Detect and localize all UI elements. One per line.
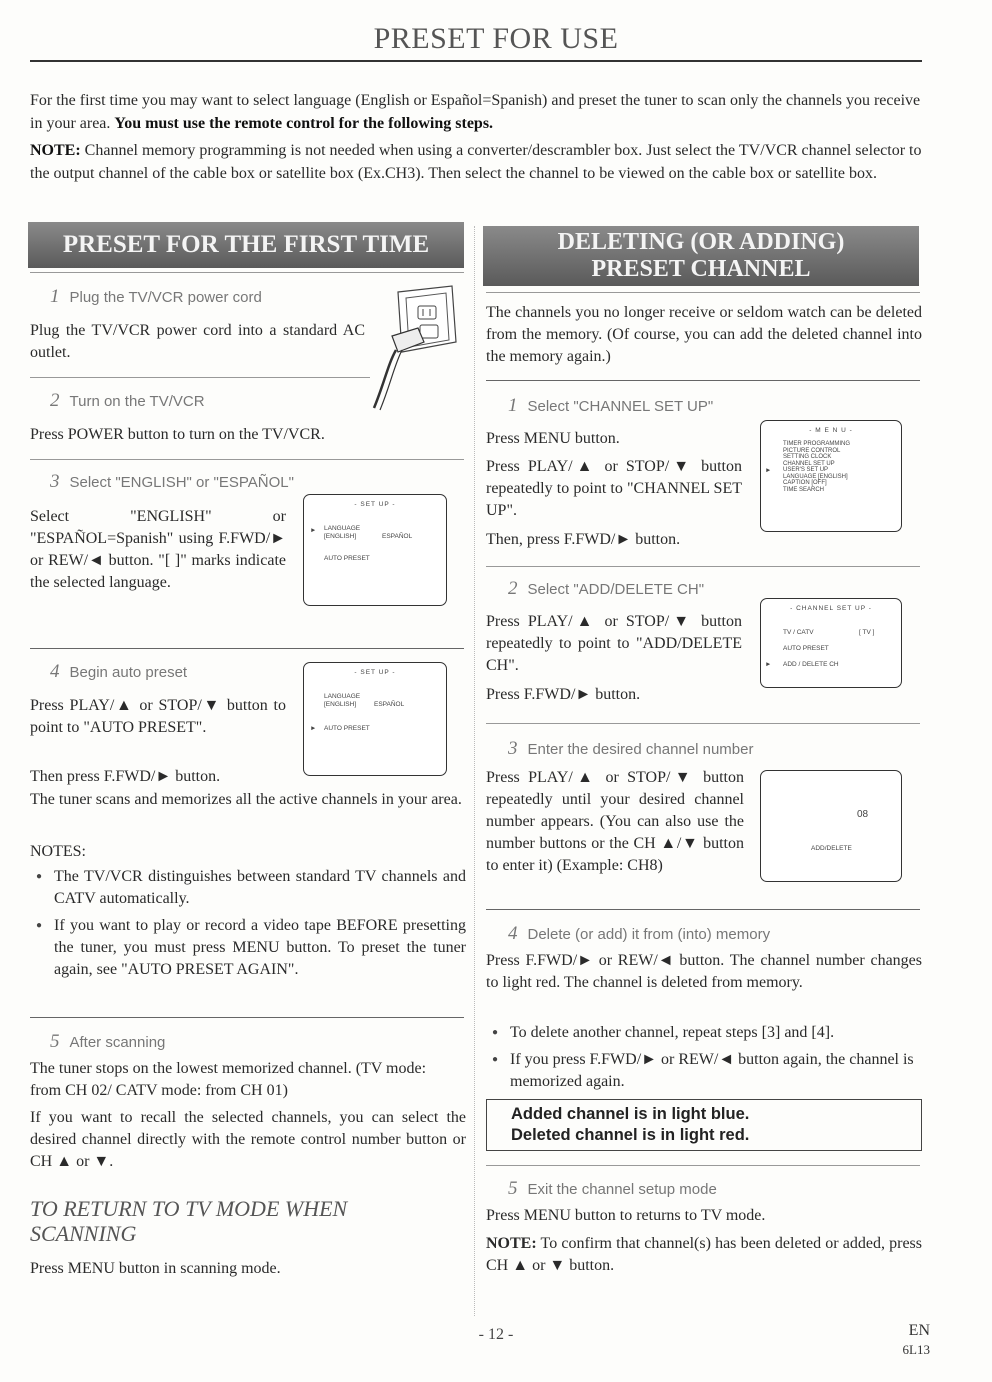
left-step-2-title: 2 Turn on the TV/VCR — [50, 390, 205, 411]
setup-auto-preset-screen: - SET UP - LANGUAGE [ENGLISH] ESPAÑOL ► AUTO PRESET — [303, 662, 447, 776]
notes-list — [30, 866, 466, 986]
notes-label: NOTES: — [30, 843, 86, 860]
divider — [30, 377, 370, 378]
pointer-icon: ► — [310, 725, 317, 732]
intro-note-text: Channel memory programming is not needed when using a converter/descrambler box. Just select the TV/VCR channel selector to the output channel of the cable box or satellite box (Ex.CH3). Then select the channel to be viewed on the cable box or satellite box. — [30, 142, 922, 182]
left-step-3-title: 3 Select "ENGLISH" or "ESPAÑOL" — [50, 471, 294, 492]
divider — [486, 566, 920, 567]
right-step-2-text2: Press F.FWD/► button. — [486, 686, 641, 703]
intro-note — [30, 139, 922, 185]
channel-color-note-box — [486, 1099, 922, 1151]
right-step-1-text: Press MENU button. — [486, 430, 620, 447]
intro-bold-text: You must use the remote control for the following steps. — [114, 115, 494, 132]
right-step-2-title: 2 Select "ADD/DELETE CH" — [508, 578, 705, 599]
right-step-5-text: Press MENU button to returns to TV mode. — [486, 1207, 766, 1224]
page-title: PRESET FOR USE — [373, 22, 619, 55]
right-step-1-text2: Press PLAY/▲ or STOP/▼ button repeatedly to point to "CHANNEL SET UP". — [486, 458, 742, 519]
right-step-4-title: 4 Delete (or add) it from (into) memory — [508, 923, 771, 944]
intro-note-label: NOTE: — [30, 142, 81, 159]
divider — [30, 1017, 464, 1018]
divider — [30, 459, 464, 460]
left-step-3-text: Select "ENGLISH" or "ESPAÑOL=Spanish" using F.FWD/► or REW/◄ button. "[ ]" marks indicate the selected language. — [30, 508, 286, 591]
divider — [486, 292, 920, 293]
divider — [486, 1165, 920, 1166]
right-step-3-title: 3 Enter the desired channel number — [508, 738, 754, 759]
language-code: EN — [908, 1322, 930, 1339]
right-intro: The channels you no longer receive or seldom watch can be deleted from the memory. (Of course, you can add the deleted channel into the memory again.) — [486, 304, 922, 365]
left-step-4-text2: Then press F.FWD/► button. — [30, 768, 221, 785]
return-to-tv-heading: TO RETURN TO TV MODE WHEN SCANNING — [30, 1196, 348, 1246]
left-step-4-text3: The tuner scans and memorizes all the active channels in your area. — [30, 791, 462, 808]
left-step-5-text: The tuner stops on the lowest memorized channel. (TV mode: from CH 02/ CATV mode: from CH 01) — [30, 1060, 427, 1099]
right-step-2-text: Press PLAY/▲ or STOP/▼ button repeatedly to point to "ADD/DELETE CH". — [486, 613, 742, 674]
left-step-4-text: Press PLAY/▲ or STOP/▼ button to point to "AUTO PRESET". — [30, 697, 286, 736]
left-step-5-text2: If you want to recall the selected channels, you can select the desired channel directly with the remote control number button or CH ▲ or ▼. — [30, 1109, 466, 1170]
left-step-2-text: Press POWER button to turn on the TV/VCR. — [30, 426, 325, 443]
menu-screen: - M E N U - ► TIMER PROGRAMMING PICTURE CONTROL SETTING CLOCK CHANNEL SET UP USER'S SET UP LANGUAGE [ENGLISH] CAPTION [OFF] TIME SEARCH — [760, 420, 902, 532]
return-to-tv-text: Press MENU button in scanning mode. — [30, 1260, 281, 1277]
bullet-item: ● If you press F.FWD/► or REW/◄ button again, the channel is memorized again. — [486, 1049, 922, 1093]
model-code: 6L13 — [902, 1342, 930, 1357]
right-note-label: NOTE: — [486, 1235, 537, 1252]
intro-paragraph — [30, 89, 922, 135]
column-divider — [474, 226, 475, 1316]
power-outlet-icon — [368, 284, 464, 412]
left-step-1-title: 1 Plug the TV/VCR power cord — [50, 286, 262, 307]
bullet-item: ● To delete another channel, repeat steps [3] and [4]. — [486, 1022, 922, 1044]
right-note-text: To confirm that channel(s) has been deleted or added, press CH ▲ or ▼ button. — [486, 1235, 922, 1274]
channel-setup-screen: - CHANNEL SET UP - TV / CATV [ TV ] AUTO PRESET ► ADD / DELETE CH — [760, 598, 902, 688]
divider — [486, 723, 920, 724]
left-step-4-title: 4 Begin auto preset — [50, 661, 188, 682]
divider — [30, 648, 464, 649]
right-bullets — [486, 1022, 922, 1098]
page-number: - 12 - — [478, 1326, 514, 1343]
intro-text: For the first time you may want to select language (English or Español=Spanish) and preset the tuner to scan only the channels you receive in your area. — [30, 92, 921, 132]
right-note — [486, 1233, 922, 1277]
deleted-channel-note: Deleted channel is in light red. — [511, 1126, 750, 1144]
pointer-icon: ► — [765, 467, 772, 474]
divider — [486, 380, 920, 381]
setup-language-screen: - SET UP - ► LANGUAGE [ENGLISH] ESPAÑOL AUTO PRESET — [303, 494, 447, 606]
added-channel-note: Added channel is in light blue. — [511, 1105, 750, 1123]
banner-deleting-adding: DELETING (OR ADDING) PRESET CHANNEL — [483, 226, 919, 286]
pointer-icon: ► — [765, 661, 772, 668]
channel-number-screen: 08 ADD/DELETE — [760, 770, 902, 882]
note-item: ● The TV/VCR distinguishes between standard TV channels and CATV automatically. — [30, 866, 466, 910]
right-step-5-title: 5 Exit the channel setup mode — [508, 1178, 717, 1199]
right-step-4-text: Press F.FWD/► or REW/◄ button. The channel number changes to light red. The channel is deleted from memory. — [486, 952, 922, 991]
right-step-1-text3: Then, press F.FWD/► button. — [486, 531, 681, 548]
pointer-icon: ► — [310, 527, 317, 534]
channel-number-readout: 08 — [857, 809, 869, 820]
divider — [486, 909, 920, 910]
right-step-3-text: Press PLAY/▲ or STOP/▼ button repeatedly until your desired channel number appears. (You can also use the number buttons or the CH ▲/▼ button to enter it) (Example: CH8) — [486, 769, 744, 874]
title-rule — [30, 60, 922, 62]
left-step-5-title: 5 After scanning — [50, 1031, 166, 1052]
note-item: ● If you want to play or record a video tape BEFORE presetting the tuner, you must press MENU button. To preset the tuner again, see "AUTO PRESET AGAIN". — [30, 915, 466, 981]
divider — [30, 272, 464, 273]
right-step-1-title: 1 Select "CHANNEL SET UP" — [508, 395, 714, 416]
left-step-1-text: Plug the TV/VCR power cord into a standard AC outlet. — [30, 322, 365, 361]
banner-preset-first-time: PRESET FOR THE FIRST TIME — [28, 222, 464, 268]
